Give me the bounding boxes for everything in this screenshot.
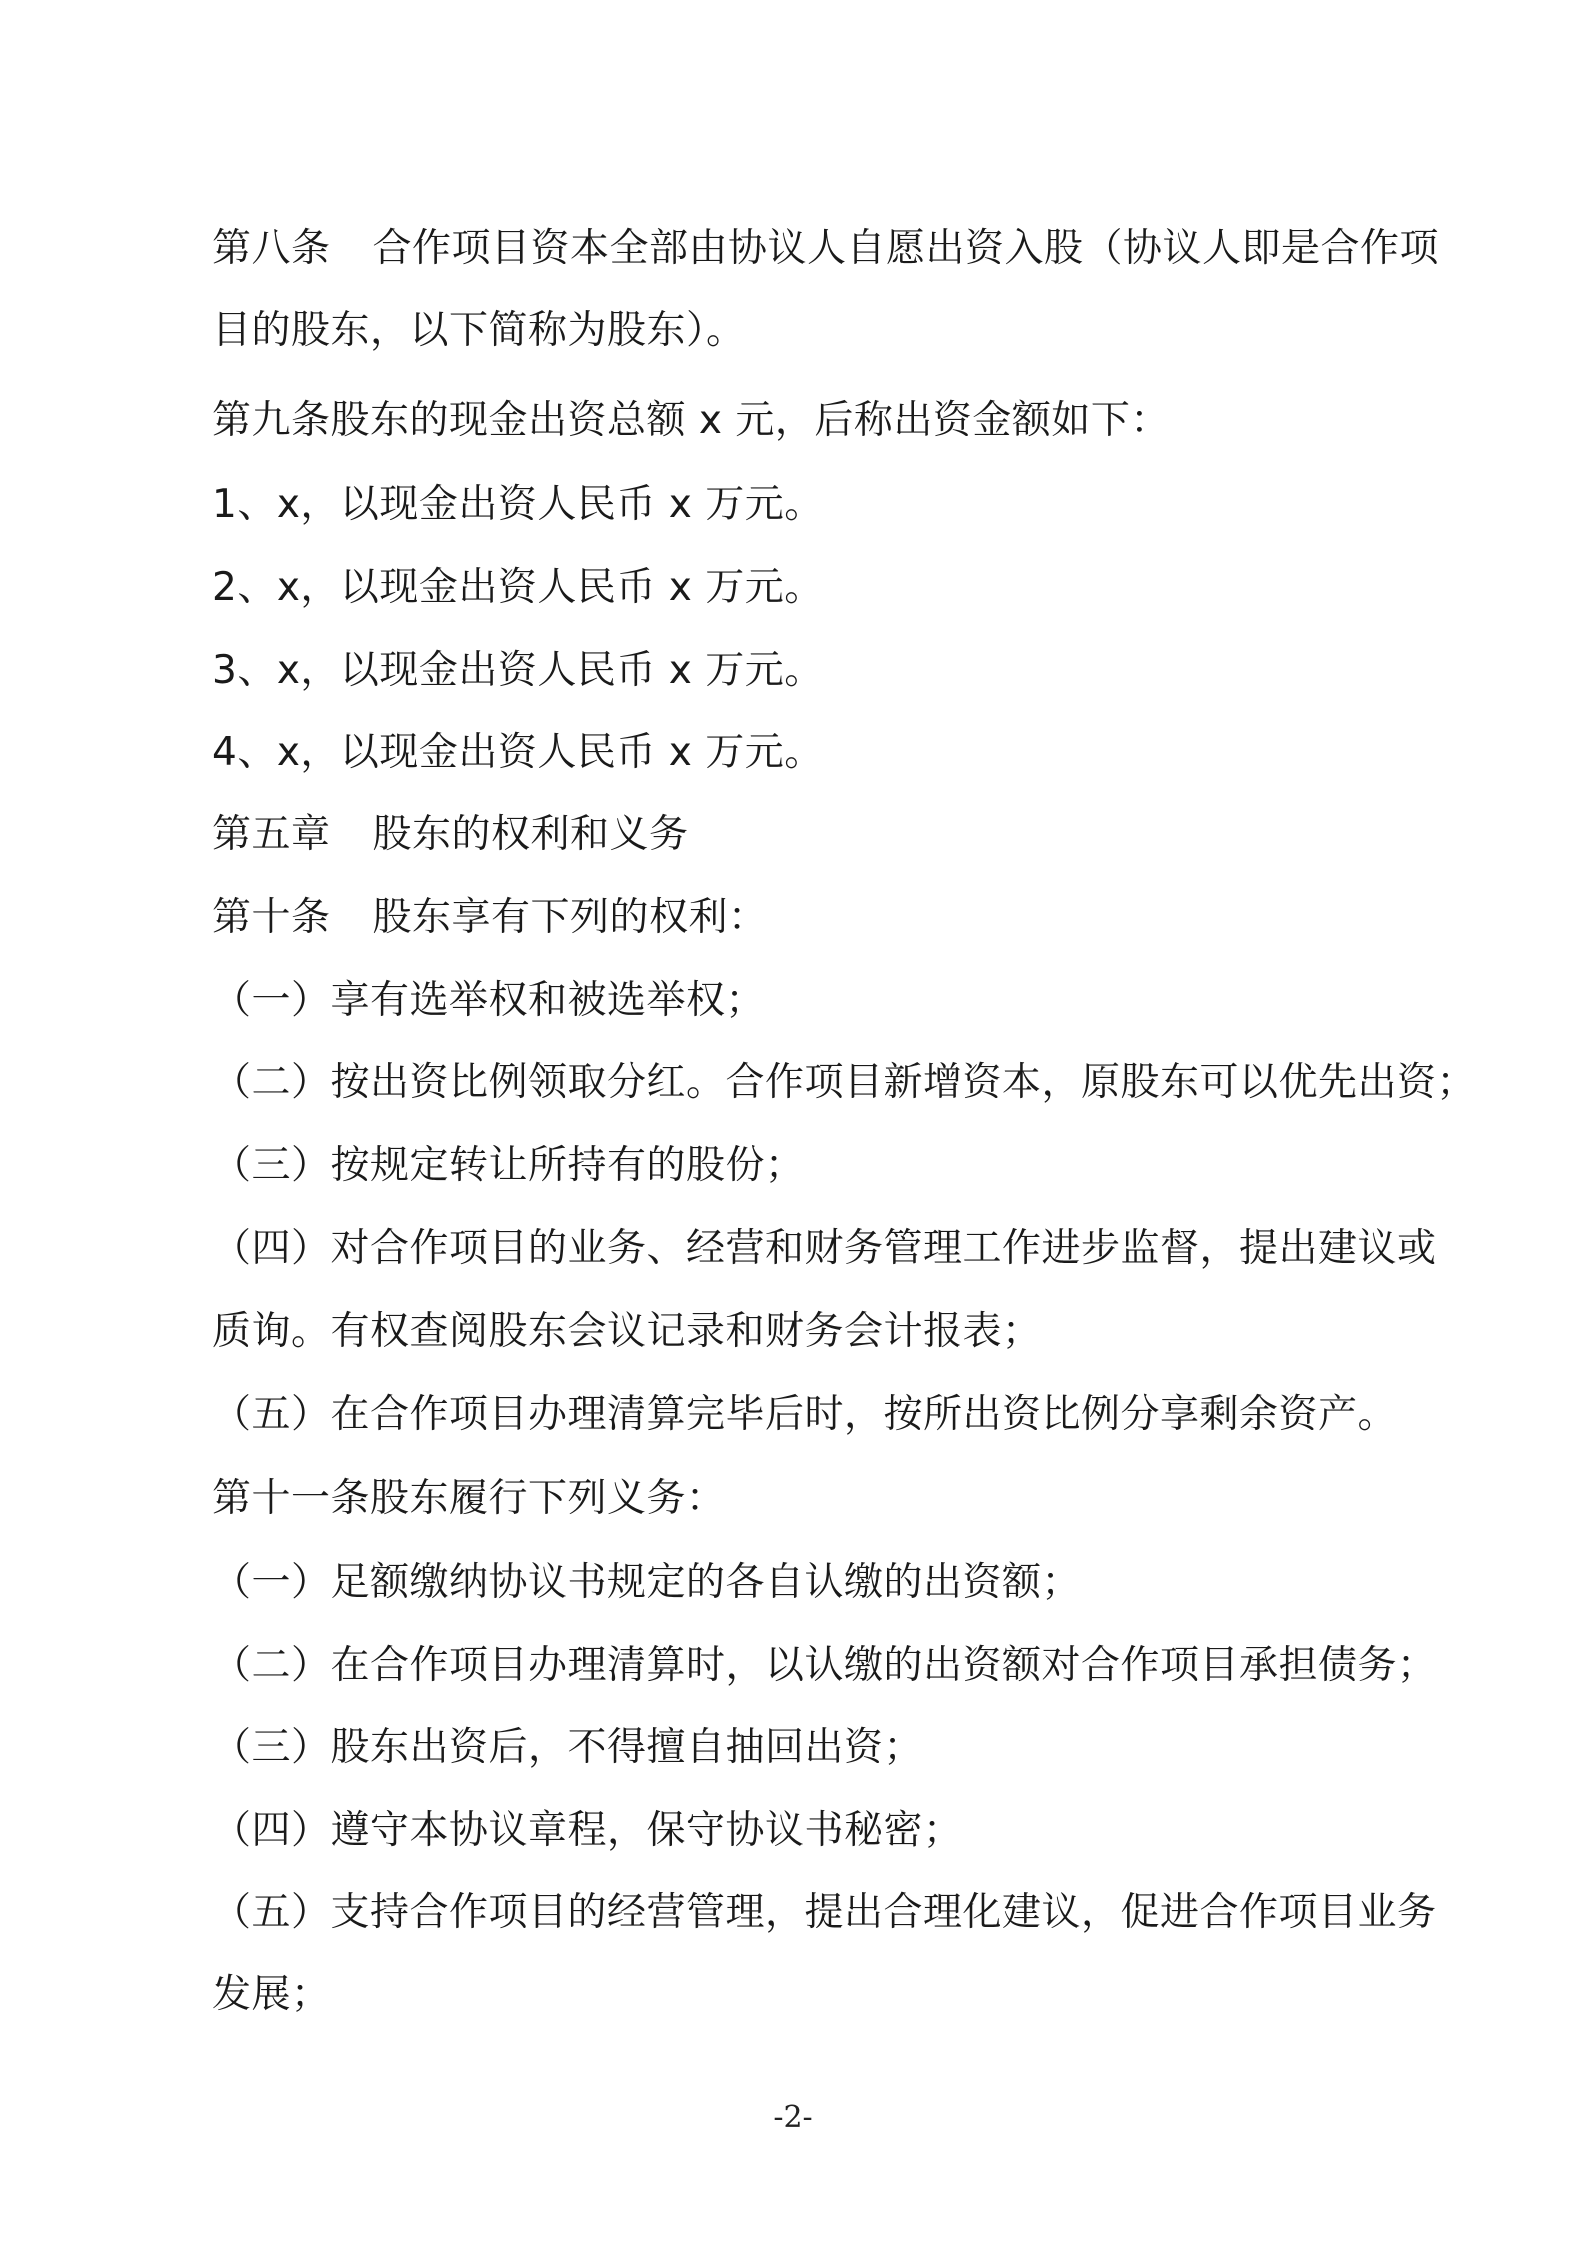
- article-8-heading: 第八条: [212, 226, 331, 271]
- obligation-item-continuation: 发展；: [212, 1972, 331, 2017]
- article-8-text: 合作项目资本全部由协议人自愿出资入股（协议人即是合作项: [372, 226, 1440, 271]
- contribution-item: 1、x，以现金出资人民币 x 万元。: [212, 482, 824, 527]
- chapter-5-heading-line: [212, 810, 1392, 860]
- page-number: -2-: [773, 2100, 813, 2135]
- contribution-item: 2、x，以现金出资人民币 x 万元。: [212, 565, 824, 610]
- contribution-item: 3、x，以现金出资人民币 x 万元。: [212, 648, 824, 693]
- obligation-item: （五）支持合作项目的经营管理，提出合理化建议，促进合作项目业务: [212, 1890, 1437, 1935]
- rights-item: （四）对合作项目的业务、经营和财务管理工作进步监督，提出建议或: [212, 1226, 1437, 1271]
- chapter-5-heading: 第五章: [212, 812, 331, 857]
- rights-item: （二）按出资比例领取分红。合作项目新增资本，原股东可以优先出资；: [212, 1060, 1477, 1105]
- rights-item: （一）享有选举权和被选举权；: [212, 978, 766, 1023]
- rights-item: （三）按规定转让所持有的股份；: [212, 1143, 805, 1188]
- obligation-item: （二）在合作项目办理清算时，以认缴的出资额对合作项目承担债务；: [212, 1643, 1437, 1688]
- article-11: 第十一条股东履行下列义务：: [212, 1476, 726, 1521]
- rights-item: （五）在合作项目办理清算完毕后时，按所出资比例分享剩余资产。: [212, 1392, 1398, 1437]
- article-10-title: 股东享有下列的权利：: [372, 895, 768, 940]
- article-10-line: [212, 893, 1392, 943]
- article-9: 第九条股东的现金出资总额 x 元，后称出资金额如下：: [212, 398, 1170, 443]
- article-8-line-1: [212, 224, 1440, 274]
- contribution-item: 4、x，以现金出资人民币 x 万元。: [212, 730, 824, 775]
- article-8-line-2: 目的股东，以下简称为股东）。: [212, 308, 746, 353]
- chapter-5-title: 股东的权利和义务: [372, 812, 689, 857]
- obligation-item: （三）股东出资后，不得擅自抽回出资；: [212, 1725, 924, 1770]
- obligation-item: （一）足额缴纳协议书规定的各自认缴的出资额；: [212, 1560, 1082, 1605]
- obligation-item: （四）遵守本协议章程，保守协议书秘密；: [212, 1808, 963, 1853]
- article-10-heading: 第十条: [212, 895, 331, 940]
- rights-item-continuation: 质询。有权查阅股东会议记录和财务会计报表；: [212, 1309, 1042, 1354]
